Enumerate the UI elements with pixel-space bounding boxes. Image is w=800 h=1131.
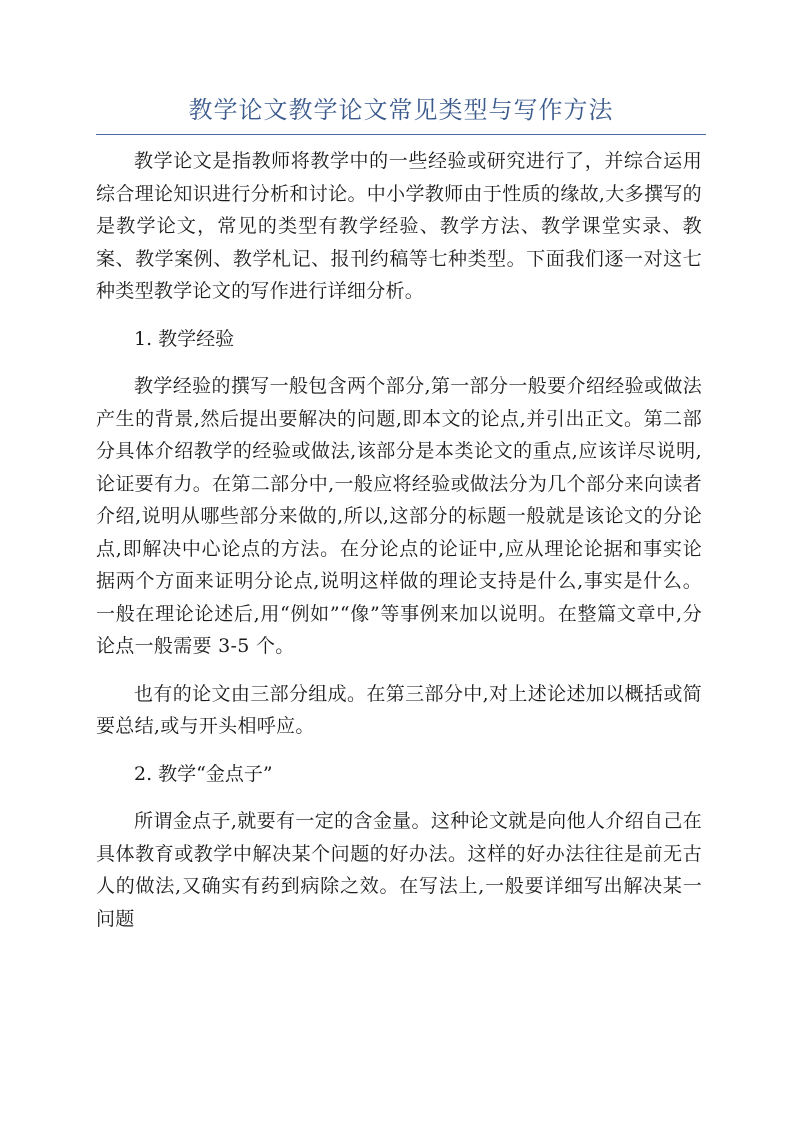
paragraph-intro: 教学论文是指教师将教学中的一些经验或研究进行了，并综合运用综合理论知识进行分析和讨论。中小学教师由于性质的缘故,大多撰写的是教学论文，常见的类型有教学经验、教学方法、教学课堂实录、教案、教学案例、教学札记、报刊约稿等七种类型。下面我们逐一对这七种类型教学论文的写作进行详细分析。 bbox=[96, 150, 702, 302]
document-title: 教学论文教学论文常见类型与写作方法 bbox=[188, 96, 614, 124]
section-heading-1: 1. 教学经验 bbox=[134, 327, 235, 350]
paragraph-golden-idea: 所谓金点子,就要有一定的含金量。这种论文就是向他人介绍自己在具体教育或教学中解决某个问题的好办法。这样的好办法往往是前无古人的做法,又确实有药到病除之效。在写法上,一般要详细写出解决某一问题 bbox=[96, 810, 702, 930]
document-body bbox=[96, 145, 702, 950]
paragraph-three-parts: 也有的论文由三部分组成。在第三部分中,对上述论述加以概括或简要总结,或与开头相呼应。 bbox=[96, 682, 702, 737]
section-heading-2: 2. 教学“金点子” bbox=[134, 762, 273, 785]
title-underline bbox=[96, 134, 706, 135]
paragraph-experience: 教学经验的撰写一般包含两个部分,第一部分一般要介绍经验或做法产生的背景,然后提出要解决的问题,即本文的论点,并引出正文。第二部分具体介绍教学的经验或做法,该部分是本类论文的重点,应该详尽说明,论证要有力。在第二部分中,一般应将经验或做法分为几个部分来向读者介绍,说明从哪些部分来做的,所以,这部分的标题一般就是该论文的分论点,即解决中心论点的方法。在分论点的论证中,应从理论论据和事实论据两个方面来证明分论点,说明这样做的理论支持是什么,事实是什么。一般在理论论述后,用“例如”“像”等事例来加以说明。在整篇文章中,分论点一般需要 3-5 个。 bbox=[96, 375, 702, 657]
